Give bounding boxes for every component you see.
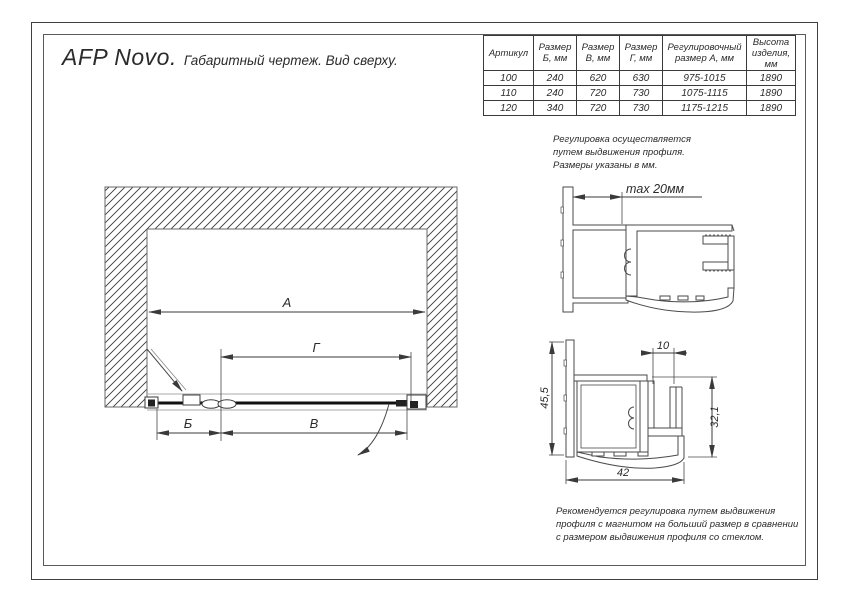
hinge-symbol-left (202, 400, 220, 409)
cell: 120 (484, 101, 534, 116)
dim-inner-label: 32,1 (709, 406, 721, 428)
cell: 340 (534, 101, 577, 116)
spec-table-header-row (484, 36, 796, 71)
dim-height-label: 45,5 (539, 387, 551, 409)
cell: 730 (620, 101, 663, 116)
cell: 975-1015 (663, 71, 747, 86)
cell: 240 (534, 71, 577, 86)
niche-wall-hatched (105, 187, 457, 407)
dimension-g-label: Г (312, 340, 320, 355)
col-header-height: Высота изделия, мм (747, 36, 796, 71)
profile-body (564, 340, 684, 468)
title-block (62, 44, 398, 71)
dim-height-ext (549, 342, 564, 455)
spec-table (483, 35, 796, 116)
cell: 1075-1115 (663, 86, 747, 101)
fixed-panel-leader (147, 349, 182, 391)
note-line: с размером выдвижения профиля со стеклом. (556, 532, 765, 543)
cell: 720 (577, 86, 620, 101)
dim-width-label: 42 (616, 467, 630, 479)
note-line: путем выдвижения профиля. (553, 147, 685, 158)
dim-slot-label: 10 (656, 340, 670, 352)
dimension-v-label: В (309, 416, 319, 431)
table-row (484, 101, 796, 116)
door-assembly (145, 349, 426, 409)
table-row (484, 86, 796, 101)
product-name: AFP Novo. (62, 44, 177, 70)
col-header-size-g: Размер Г, мм (620, 36, 663, 71)
cell: 630 (620, 71, 663, 86)
note-line: Рекомендуется регулировка путем выдвижения (556, 506, 776, 517)
dimension-a-label: A (282, 295, 292, 310)
door-profile-section (625, 225, 735, 312)
left-wall-profile-core (148, 400, 155, 407)
cell: 730 (620, 86, 663, 101)
profile-section-dimensions (528, 332, 755, 498)
col-header-size-b: Размер Б, мм (534, 36, 577, 71)
wall-c-profile (561, 187, 628, 312)
col-header-size-v: Размер В, мм (577, 36, 620, 71)
note-recommendation (556, 505, 798, 544)
note-line: профиля с магнитом на больший размер в сравнении (556, 519, 799, 530)
dimension-b-label: Б (183, 416, 193, 431)
col-header-adjust-a: Регулировочный размер А, мм (663, 36, 747, 71)
table-row (484, 71, 796, 86)
right-wall-profile-core (410, 401, 418, 408)
cell: 620 (577, 71, 620, 86)
cell: 1175-1215 (663, 101, 747, 116)
note-adjustment (553, 133, 691, 172)
cell: 720 (577, 101, 620, 116)
magnet-strip (396, 400, 408, 407)
drawing-caption: Габаритный чертеж. Вид сверху. (183, 53, 398, 68)
panel-connector (183, 395, 200, 405)
max-dim-label: max 20мм (626, 182, 685, 196)
cell: 1890 (747, 71, 796, 86)
cell: 100 (484, 71, 534, 86)
note-line: Размеры указаны в мм. (553, 160, 658, 171)
door-swing-arc (358, 404, 389, 455)
main-top-view-drawing (90, 175, 485, 475)
cell: 240 (534, 86, 577, 101)
fixed-panel-leader-2 (151, 349, 186, 390)
profile-section-adjustment (548, 178, 780, 323)
cell: 1890 (747, 86, 796, 101)
note-line: Регулировка осуществляется (553, 134, 691, 145)
cell: 1890 (747, 101, 796, 116)
cell: 110 (484, 86, 534, 101)
col-header-article: Артикул (484, 36, 534, 71)
